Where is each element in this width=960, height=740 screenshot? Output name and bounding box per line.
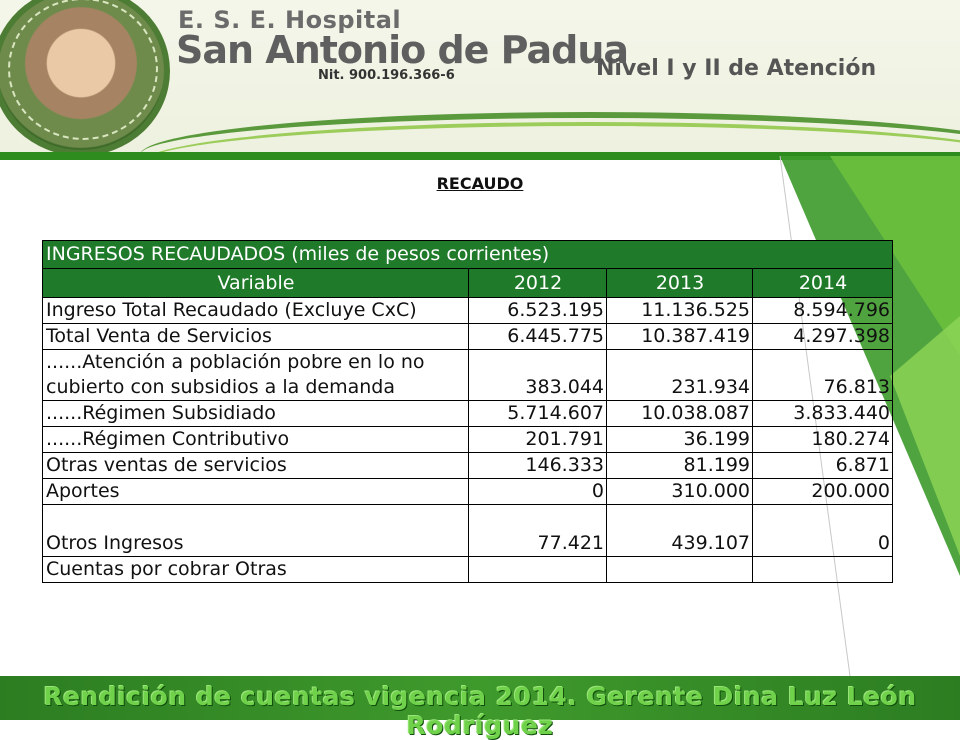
row-label: Aportes <box>43 479 469 505</box>
cell-2013: 231.934 <box>607 350 753 401</box>
hospital-nit: Nit. 900.196.366-6 <box>318 68 455 83</box>
table-row <box>43 505 893 557</box>
cell-2014: 76.813 <box>753 350 893 401</box>
footer-text: Rendición de cuentas vigencia 2014. Gerente Dina Luz León Rodríguez <box>43 682 917 740</box>
cell-2012: 383.044 <box>469 350 607 401</box>
footer-banner <box>0 676 960 740</box>
cell-2012 <box>469 557 607 583</box>
cell-2012: 6.523.195 <box>469 298 607 324</box>
row-label: ......Régimen Subsidiado <box>43 401 469 427</box>
row-label: Total Venta de Servicios <box>43 324 469 350</box>
cell-2013: 439.107 <box>607 505 753 557</box>
cell-2012: 146.333 <box>469 453 607 479</box>
cell-2014: 4.297.398 <box>753 324 893 350</box>
row-label: Otras ventas de servicios <box>43 453 469 479</box>
cell-2014 <box>753 557 893 583</box>
table-row <box>43 350 893 401</box>
cell-2012: 77.421 <box>469 505 607 557</box>
table-row <box>43 324 893 350</box>
cell-2014: 180.274 <box>753 427 893 453</box>
table-row <box>43 557 893 583</box>
row-label: ......Atención a población pobre en lo no cubierto con subsidios a la demanda <box>43 350 469 401</box>
row-label: ......Régimen Contributivo <box>43 427 469 453</box>
cell-2012: 6.445.775 <box>469 324 607 350</box>
hospital-name: San Antonio de Padua <box>176 28 629 72</box>
header-banner <box>0 0 960 152</box>
row-label: Cuentas por cobrar Otras <box>43 557 469 583</box>
cell-2012: 201.791 <box>469 427 607 453</box>
table-row <box>43 427 893 453</box>
col-header-variable: Variable <box>43 269 469 298</box>
cell-2012: 0 <box>469 479 607 505</box>
cell-2014: 8.594.796 <box>753 298 893 324</box>
row-label: Otros Ingresos <box>43 505 469 557</box>
revenue-table <box>42 240 893 583</box>
table-row <box>43 401 893 427</box>
cell-2013: 81.199 <box>607 453 753 479</box>
hospital-logo <box>0 0 170 152</box>
cell-2013: 36.199 <box>607 427 753 453</box>
cell-2013: 10.387.419 <box>607 324 753 350</box>
row-label: Ingreso Total Recaudado (Excluye CxC) <box>43 298 469 324</box>
col-header-2012: 2012 <box>469 269 607 298</box>
table-caption: INGRESOS RECAUDADOS (miles de pesos corrientes) <box>43 241 893 269</box>
page-title <box>0 174 960 193</box>
cell-2014: 200.000 <box>753 479 893 505</box>
table-row <box>43 453 893 479</box>
cell-2014: 0 <box>753 505 893 557</box>
cell-2013: 310.000 <box>607 479 753 505</box>
hospital-line1: E. S. E. Hospital <box>178 6 402 34</box>
cell-2013: 11.136.525 <box>607 298 753 324</box>
cell-2014: 6.871 <box>753 453 893 479</box>
cell-2013 <box>607 557 753 583</box>
cell-2013: 10.038.087 <box>607 401 753 427</box>
table-caption-row <box>43 241 893 269</box>
table-row <box>43 298 893 324</box>
page-title-text: RECAUDO <box>436 174 524 193</box>
logo-ring <box>8 0 158 140</box>
table-row <box>43 479 893 505</box>
cell-2014: 3.833.440 <box>753 401 893 427</box>
col-header-2014: 2014 <box>753 269 893 298</box>
cell-2012: 5.714.607 <box>469 401 607 427</box>
table-header-row <box>43 269 893 298</box>
attention-level: Nivel I y II de Atención <box>596 56 877 81</box>
col-header-2013: 2013 <box>607 269 753 298</box>
